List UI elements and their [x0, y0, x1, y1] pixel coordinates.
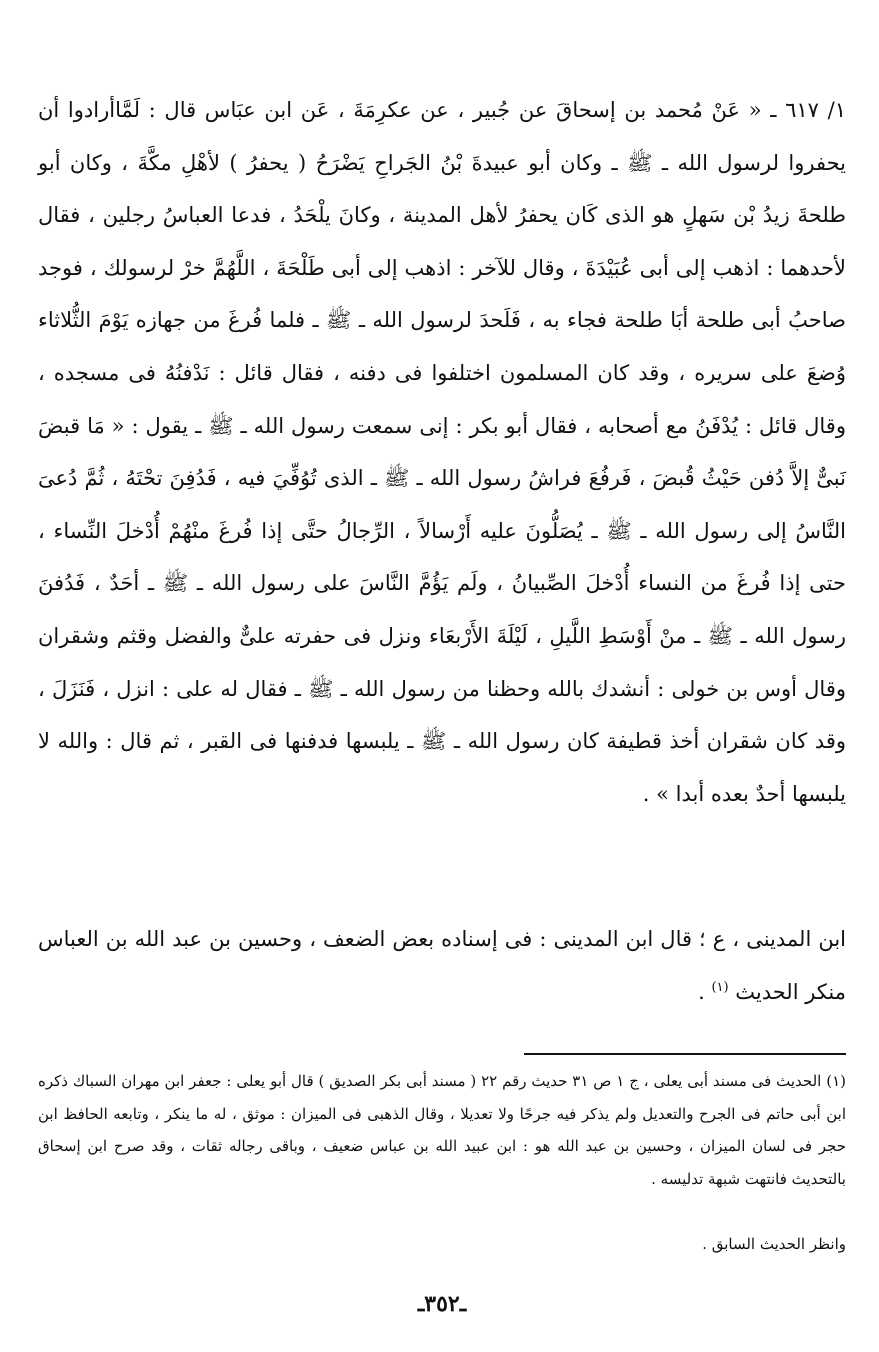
hadith-paragraph [38, 84, 846, 820]
footnote-see-also: وانظر الحديث السابق . [702, 1235, 846, 1253]
page-number: ـ٣٥٢ـ [417, 1291, 467, 1317]
source-text: ابن المدينى ، ع ؛ قال ابن المدينى : فى إسناده بعض الضعف ، وحسين بن عبد الله بن العباس منكر الحديث [38, 927, 846, 1004]
hadith-text: « عَنْ مُحمد بن إسحاقَ عن جُبير ، عن عكرِمَةَ ، عَن ابن عبَاس قال : لَمَّاأرادوا أن يحفروا لرسول الله ـ ﷺ ـ وكان أبو عبيدةَ بْنُ الجَراحِ يَضْرَحُ ( يحفرُ ) لأهْلِ مكَّةَ ، وكان أبو طلحةَ زيدُ بْن سَهلٍ هو الذى كَان يحفرُ لأهل المدينة ، وكانَ يلْحَدُ ، فدعا العباسُ رجلين ، فقال لأحدهما : اذهب إلى أبى عُبَيْدَةَ ، وقال للآخر : اذهب إلى أبى طَلْحَةَ ، اللَّهُمَّ خرْ لرسولك ، فوجد صاحبُ أبى طلحة أبَا طلحة فجاء به ، فَلَحدَ لرسول الله ـ ﷺ ـ فلما فُرغَ من جهازه يَوْمَ الثُّلاثاء وُضعَ على سريره ، وقد كان المسلمون اختلفوا فى دفنه ، فقال قائل : نَدْفنُهُ فى مسجده ، وقال قائل : يُدْفَنُ مع أصحابه ، فقال أبو بكر : إنى سمعت رسول الله ـ ﷺ ـ يقول : « مَا قبضَ نَبىٌّ إلاَّ دُفن حَيْثُ قُبضَ ، فَرفُعَ فراشُ رسول الله ـ ﷺ ـ الذى تُوُفِّيَ فيه ، فَدُفِنَ تحْتَهُ ، ثُمَّ دُعىَ النَّاسُ إلى رسول الله ـ ﷺ ـ يُصَلُّونَ عليه أَرْسالاً ، الرِّجالُ حتَّى إذا فُرغَ منْهُمْ أُدْخلَ النِّساء ، حتى إذا فُرغَ من النساء أُدْخلَ الصِّبيانُ ، ولَم يَؤُمَّ النَّاسَ على رسول الله ـ ﷺ ـ أحَدٌ ، فَدُفنَ رسول الله ـ ﷺ ـ منْ أَوْسَطِ اللَّيلِ ، لَيْلَةَ الأَرْبعَاء ونزل فى حفرته علىٌّ والفضل وقثم وشقران وقال أوس بن خولى : أنشدك بالله وحظنا من رسول الله ـ ﷺ ـ فقال له على : انزل ، فَنَزَلَ ، وقد كان شقران أخذ قطيفة كان رسول الله ـ ﷺ ـ يلبسها فدفنها فى القبر ، ثم قال : والله لا يلبسها أحدٌ بعده أبدا » . [38, 98, 846, 806]
source-paragraph [38, 913, 846, 1018]
book-page [38, 0, 846, 1352]
source-end-mark: . [698, 979, 705, 1004]
footnote-separator [524, 1053, 846, 1055]
footnote-reference: (١) [711, 979, 729, 995]
hadith-number: ١/ ٦١٧ ـ [770, 98, 847, 122]
footnote: (١) الحديث فى مسند أبى يعلى ، ج ١ ص ٣١ حديث رقم ٢٢ ( مسند أبى بكر الصديق ) قال أبو يعلى : جعفر ابن مهران السباك ذكره ابن أبى حاتم فى الجرح والتعديل ولم يذكر فيه جرحًا ولا تعديلا ، وقال الذهبى فى الميزان : موثق ، له ما ينكر ، وتابعه الحافظ ابن حجر فى لسان الميزان ، وحسين بن عبد الله هو : ابن عبيد الله بن عباس ضعيف ، وباقى رجاله ثقات ، وقد صرح ابن إسحاق بالتحديث فانتهت شبهة تدليسه . [38, 1072, 846, 1188]
